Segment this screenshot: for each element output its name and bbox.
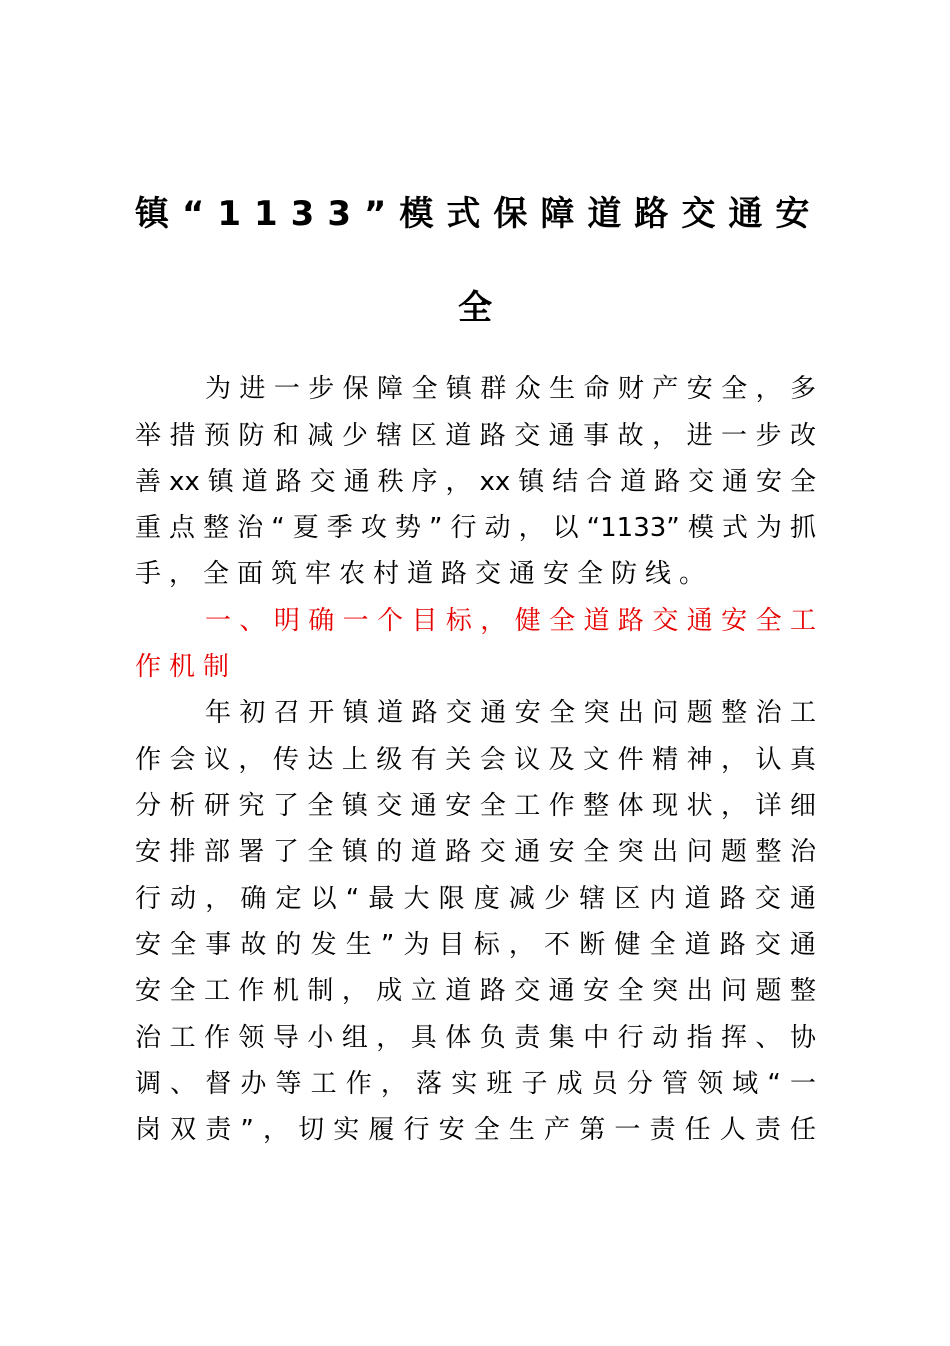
paragraph2-line-2: 作会议，传达上级有关会议及文件精神，认真	[135, 745, 816, 775]
document-title-line-1: 镇“1133”模式保障道路交通安	[135, 194, 823, 234]
paragraph2-line-6: 安全事故的发生”为目标，不断健全道路交通	[135, 930, 816, 960]
paragraph2-line-1: 年初召开镇道路交通安全突出问题整治工	[205, 698, 816, 728]
paragraph2-line-9: 调、督办等工作，落实班子成员分管领域“一	[135, 1069, 816, 1099]
paragraph2-line-4: 安排部署了全镇的道路交通安全突出问题整治	[135, 837, 816, 867]
heading1-line-1: 一、明确一个目标，健全道路交通安全工	[205, 606, 816, 636]
paragraph1-line-3: 善xx镇道路交通秩序，xx镇结合道路交通安全	[135, 467, 816, 497]
heading1-line-2: 作机制	[135, 652, 238, 682]
paragraph1-line-4: 重点整治“夏季攻势”行动，以“1133”模式为抓	[135, 513, 816, 543]
paragraph1-line-1: 为进一步保障全镇群众生命财产安全，多	[205, 374, 816, 404]
document-title-line-2: 全	[458, 288, 492, 328]
paragraph2-line-3: 分析研究了全镇交通安全工作整体现状，详细	[135, 791, 816, 821]
paragraph1-line-2: 举措预防和减少辖区道路交通事故，进一步改	[135, 421, 816, 451]
paragraph2-line-7: 安全工作机制，成立道路交通安全突出问题整	[135, 976, 816, 1006]
paragraph2-line-8: 治工作领导小组，具体负责集中行动指挥、协	[135, 1023, 816, 1053]
paragraph2-line-5: 行动，确定以“最大限度减少辖区内道路交通	[135, 884, 816, 914]
paragraph2-line-10: 岗双责”，切实履行安全生产第一责任人责任	[135, 1115, 816, 1145]
paragraph1-line-5: 手，全面筑牢农村道路交通安全防线。	[135, 559, 714, 589]
